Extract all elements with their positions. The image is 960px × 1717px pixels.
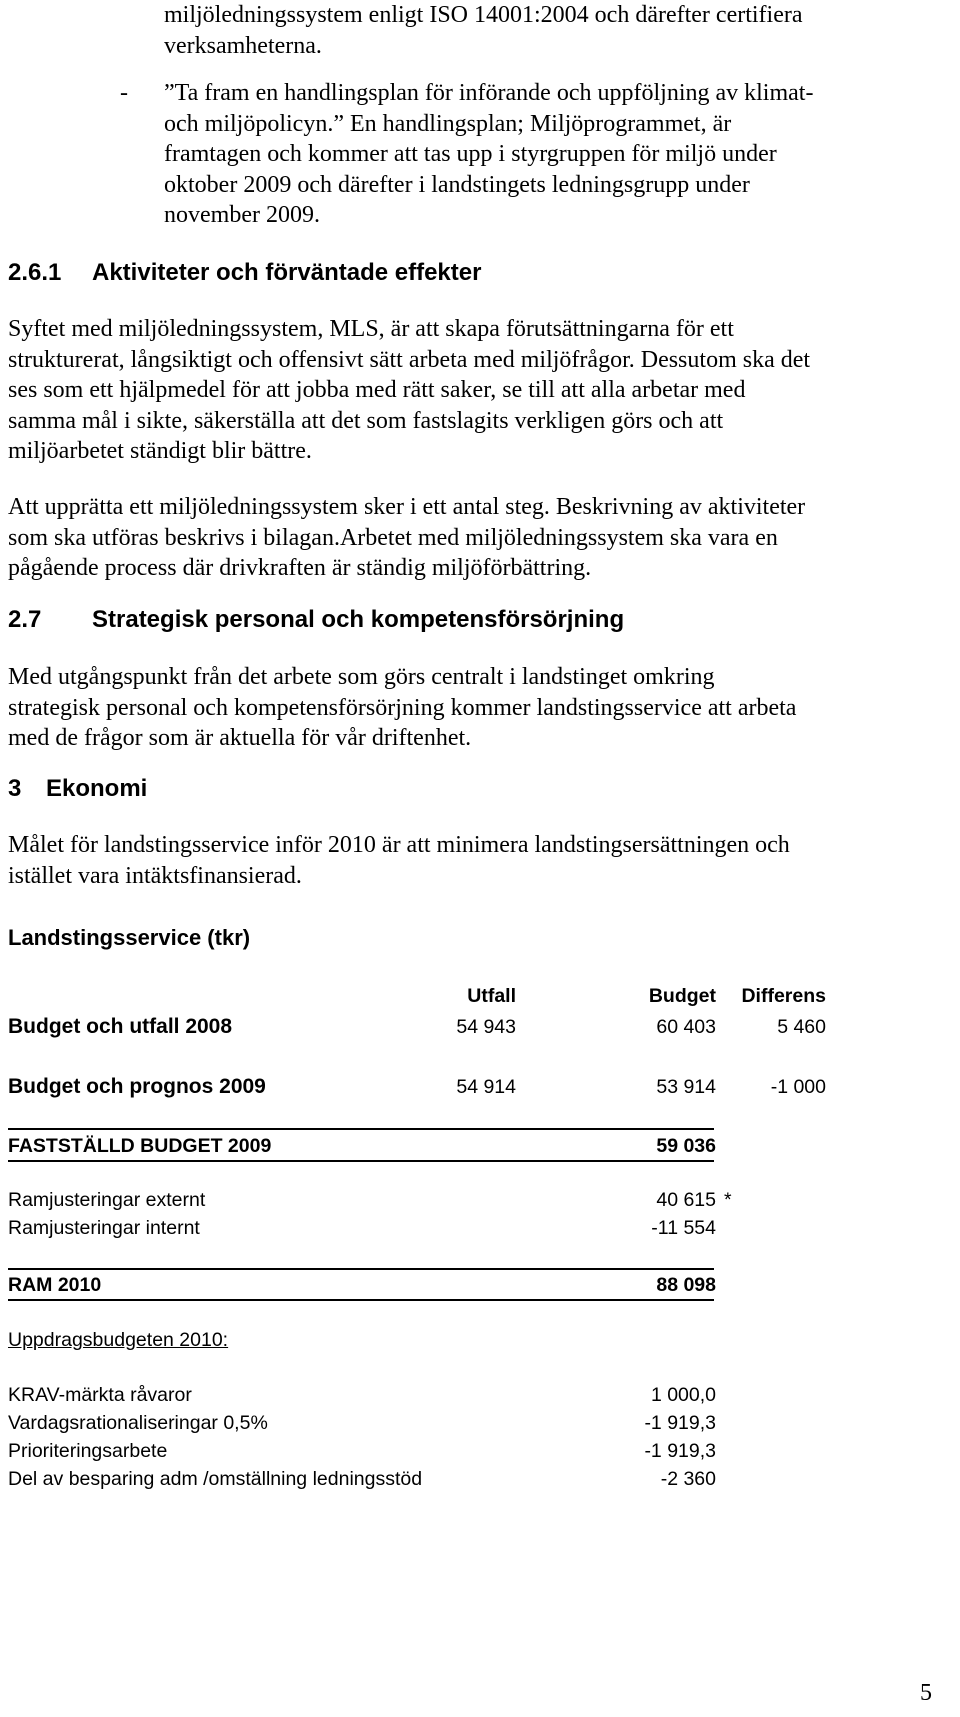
uppdrag-title: Uppdragsbudgeten 2010: [8,1329,229,1351]
header-differens: Differens [741,985,826,1007]
heading-3 [8,774,908,804]
bullet-line-4: oktober 2009 och därefter i landstingets ledningsgrupp under [164,171,750,198]
table-row-uppdrag [8,1381,908,1409]
heading-title: Aktiviteter och förväntade effekter [92,259,482,286]
row-label: RAM 2010 [8,1274,102,1296]
intro-line-2: verksamheterna. [164,32,322,59]
text-line: strukturerat, långsiktigt och offensivt sätt arbeta med miljöfrågor. Dessutom ska det [8,346,811,373]
table-row-2009 [8,1073,908,1101]
row-value: -11 554 [651,1217,716,1239]
heading-title: Ekonomi [46,775,148,802]
row-label: Prioriteringsarbete [8,1440,168,1462]
row-value: 1 000,0 [650,1384,716,1406]
row-label: Ramjusteringar externt [8,1189,206,1211]
rule-line [8,1268,714,1270]
rule-line [8,1299,714,1301]
heading-title: Strategisk personal och kompetensförsörjning [92,606,625,633]
footnote-asterisk: * [724,1189,732,1211]
heading-number: 2.7 [8,606,42,633]
table-row-uppdrag [8,1409,908,1437]
heading-2-6-1 [8,258,908,288]
row-label: Budget och prognos 2009 [8,1075,266,1098]
text-line: pågående process där drivkraften är ständig miljöförbättring. [8,555,592,581]
paragraph-ekonomi [8,830,908,891]
uppdrag-title-row [8,1326,908,1354]
row-label: Vardagsrationaliseringar 0,5% [8,1412,268,1434]
bullet-line-3: framtagen och kommer att tas upp i styrgruppen för miljö under [164,141,777,167]
row-value: 88 098 [656,1274,716,1296]
rule-line [8,1128,714,1130]
paragraph-mls-purpose [8,314,908,467]
text-line: samma mål i sikte, säkerställa att det som fastslagits verkligen görs och att [8,407,724,434]
table-header-row [8,982,908,1010]
paragraph-personal [8,662,908,754]
intro-line-1: miljöledningssystem enligt ISO 14001:2004 och därefter certifiera [164,2,803,28]
table-row-uppdrag [8,1465,908,1493]
row-value: -1 919,3 [644,1440,716,1462]
paragraph-mls-steps [8,492,908,584]
row-label: Budget och utfall 2008 [8,1015,233,1038]
header-utfall: Utfall [467,985,516,1007]
text-line: Målet för landstingsservice inför 2010 är att minimera landstingsersättningen och [8,832,790,858]
row-label: FASTSTÄLLD BUDGET 2009 [8,1135,272,1157]
text-line: Syftet med miljöledningssystem, MLS, är att skapa förutsättningarna för ett [8,316,734,342]
text-line: Med utgångspunkt från det arbete som görs centralt i landstinget omkring [8,664,715,690]
heading-number: 2.6.1 [8,259,62,286]
text-line: ses som ett hjälpmedel för att jobba med rätt saker, se till att alla arbetar med [8,377,746,403]
row-label: KRAV-märkta råvaror [8,1384,192,1406]
row-utfall: 54 914 [456,1076,516,1098]
table-title: Landstingsservice (tkr) [8,925,251,950]
row-label: Ramjusteringar internt [8,1217,200,1239]
row-budget: 53 914 [656,1076,716,1098]
table-row-ram-internt [8,1214,908,1242]
page-number: 5 [920,1680,932,1706]
table-row-ram-externt [8,1186,908,1214]
text-line: strategisk personal och kompetensförsörjning kommer landstingsservice att arbeta [8,694,797,721]
bullet-line-2: och miljöpolicyn.” En handlingsplan; Miljöprogrammet, är [164,110,732,137]
rule-line [8,1160,714,1162]
text-line: istället vara intäktsfinansierad. [8,862,302,889]
row-value: 59 036 [656,1135,716,1157]
heading-2-7 [8,605,908,635]
table-row-2008 [8,1013,908,1041]
row-value: 40 615 [656,1189,716,1211]
intro-continuation [164,0,904,61]
table-row-uppdrag [8,1437,908,1465]
text-line: miljöarbetet ständigt blir bättre. [8,438,312,464]
text-line: Att upprätta ett miljöledningssystem sker i ett antal steg. Beskrivning av aktiviteter [8,494,806,520]
row-differens: 5 460 [777,1016,826,1038]
heading-number: 3 [8,775,22,802]
header-budget: Budget [648,985,716,1007]
row-value: -1 919,3 [644,1412,716,1434]
row-budget: 60 403 [656,1016,716,1038]
row-label: Del av besparing adm /omställning ledningsstöd [8,1468,423,1490]
table-row-ram-2010 [8,1271,908,1299]
bullet-line-1: ”Ta fram en handlingsplan för införande och uppföljning av klimat- [164,80,814,106]
bullet-line-5: november 2009. [164,202,320,228]
text-line: som ska utföras beskrivs i bilagan.Arbetet med miljöledningssystem ska vara en [8,524,778,551]
bullet-dash: - [120,80,128,106]
row-value: -2 360 [660,1468,716,1490]
bullet-item [164,78,904,231]
text-line: med de frågor som är aktuella för vår driftenhet. [8,725,472,751]
table-row-faststalld [8,1132,908,1160]
row-utfall: 54 943 [456,1016,516,1038]
row-differens: -1 000 [770,1076,826,1098]
